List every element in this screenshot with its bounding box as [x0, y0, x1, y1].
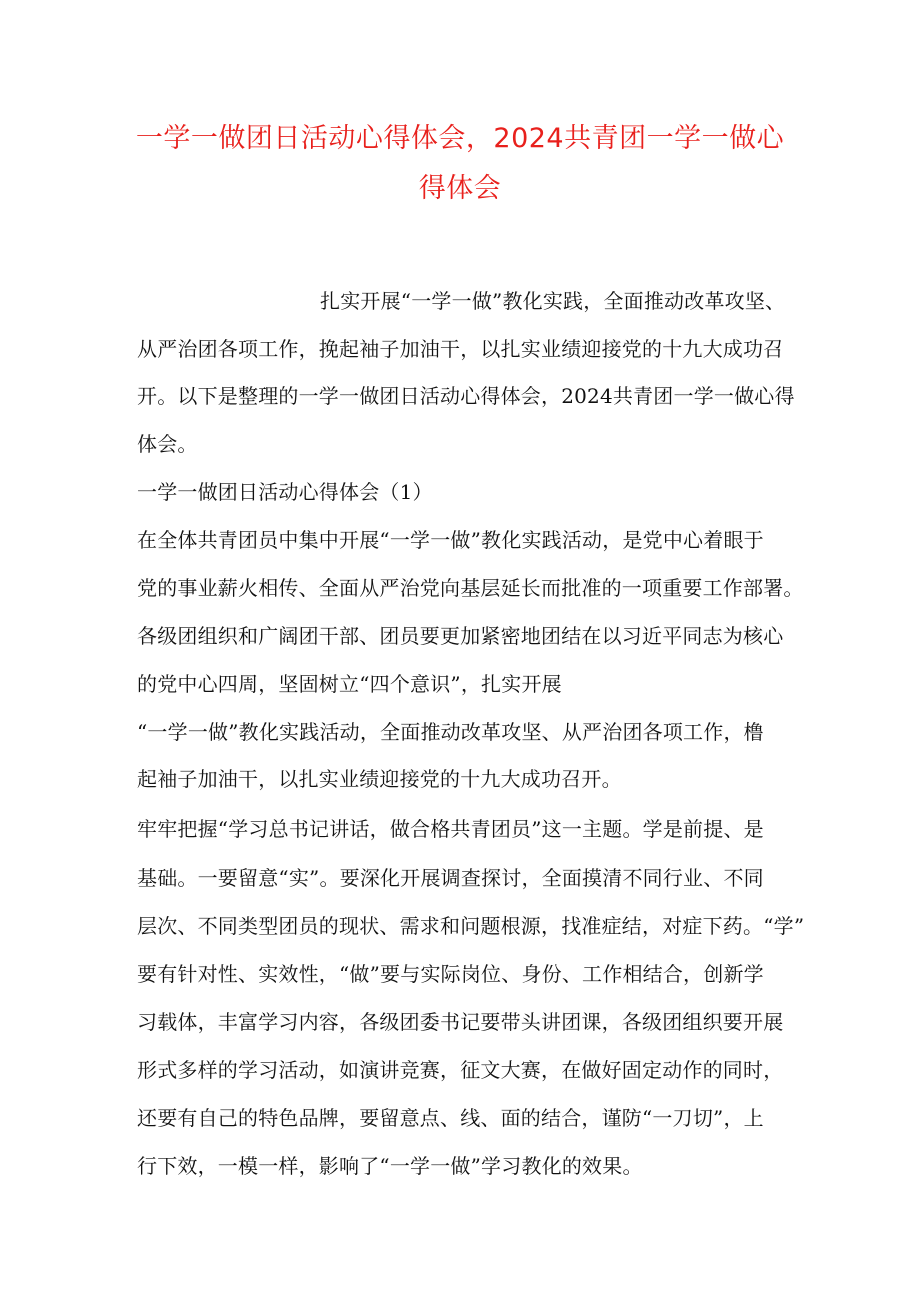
paragraph-2-line: 还要有自己的特色品牌，要留意点、线、面的结合，谨防“一刀切”，上	[137, 1106, 764, 1130]
paragraph-2-line: 形式多样的学习活动，如演讲竞赛，征文大赛，在做好固定动作的同时，	[137, 1058, 784, 1082]
paragraph-2-line: 基础。一要留意“实”。要深化开展调查探讨，全面摸清不同行业、不同	[137, 866, 764, 890]
paragraph-1-line: “一学一做”教化实践活动，全面推动改革攻坚、从严治团各项工作，橹	[137, 720, 764, 744]
intro-line-4: 体会。	[137, 432, 198, 456]
paragraph-1-line: 在全体共青团员中集中开展“一学一做”教化实践活动，是党中心着眼于	[137, 528, 764, 552]
title-line-1: 一学一做团日活动心得体会，2024共青团一学一做心	[135, 123, 785, 154]
intro-line-1: 扎实开展“一学一做”教化实践，全面推动改革攻坚、	[320, 289, 786, 313]
paragraph-1-line: 的党中心四周，坚固树立“四个意识”，扎实开展	[137, 672, 562, 696]
paragraph-2-line: 行下效，一模一样，影响了“一学一做”学习教化的效果。	[137, 1154, 643, 1178]
paragraph-2-line: 牢牢把握“学习总书记讲话，做合格共青团员”这一主题。学是前提、是	[137, 817, 764, 841]
paragraph-2-line: 要有针对性、实效性，“做”要与实际岗位、身份、工作相结合，创新学	[137, 962, 764, 986]
paragraph-1-line: 党的事业薪火相传、全面从严治党向基层延长而批准的一项重要工作部署。	[137, 576, 804, 600]
paragraph-2-line: 层次、不同类型团员的现状、需求和问题根源，找准症结，对症下药。“学”	[137, 914, 805, 938]
paragraph-1-line: 起袖子加油干，以扎实业绩迎接党的十九大成功召开。	[137, 767, 622, 791]
paragraph-2-line: 习载体，丰富学习内容，各级团委书记要带头讲团课，各级团组织要开展	[137, 1010, 784, 1034]
intro-line-3: 开。以下是整理的一学一做团日活动心得体会，2024共青团一学一做心得	[137, 384, 795, 408]
section-heading: 一学一做团日活动心得体会（1）	[137, 480, 433, 504]
paragraph-1-line: 各级团组织和广阔团干部、团员要更加紧密地团结在以习近平同志为核心	[137, 624, 784, 648]
title-line-2: 得体会	[418, 173, 502, 204]
intro-line-2: 从严治团各项工作，挽起袖子加油干，以扎实业绩迎接党的十九大成功召	[137, 337, 784, 361]
